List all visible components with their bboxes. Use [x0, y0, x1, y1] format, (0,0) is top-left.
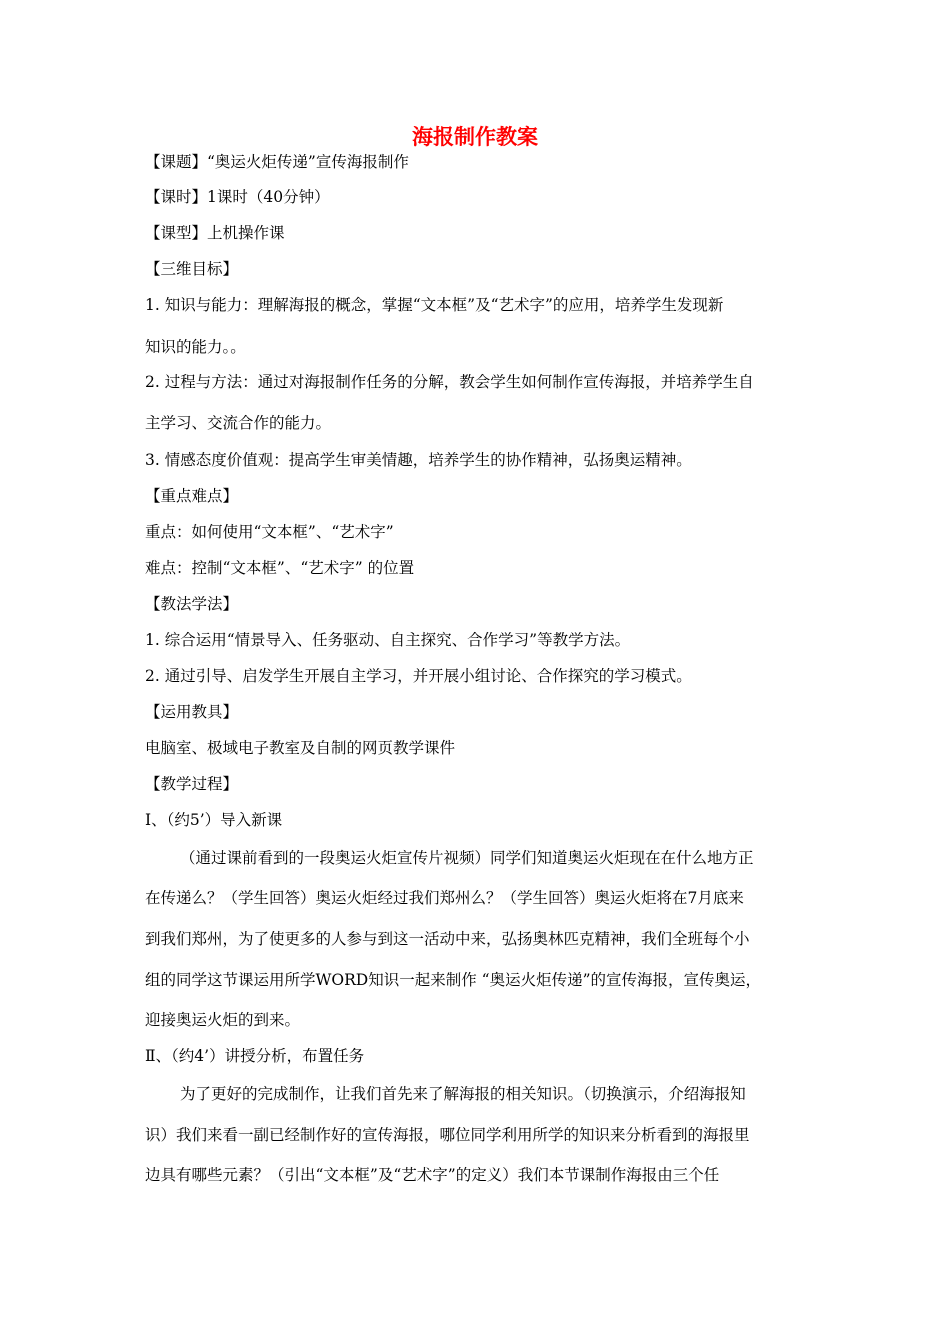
step-1-paragraph-line-3: 到我们郑州，为了使更多的人参与到这一活动中来，弘扬奥林匹克精神，我们全班每个小 — [145, 930, 750, 948]
goal-1-line-1: 1. 知识与能力：理解海报的概念，掌握“文本框”及“艺术字”的应用，培养学生发现新 — [145, 296, 724, 314]
section-heading-goals: 【三维目标】 — [145, 260, 239, 278]
step-2-paragraph-line-3: 边具有哪些元素？（引出“文本框”及“艺术字”的定义）我们本节课制作海报由三个任 — [145, 1166, 720, 1184]
lesson-topic: 【课题】“奥运火炬传递”宣传海报制作 — [145, 153, 409, 171]
section-heading-methods: 【教法学法】 — [145, 595, 239, 613]
step-1-paragraph-line-5: 迎接奥运火炬的到来。 — [145, 1011, 301, 1029]
goal-2-line-2: 主学习、交流合作的能力。 — [145, 414, 332, 432]
page-title: 海报制作教案 — [412, 124, 538, 149]
step-2-paragraph-line-2: 识）我们来看一副已经制作好的宣传海报，哪位同学利用所学的知识来分析看到的海报里 — [145, 1126, 750, 1144]
difficult-point: 难点：控制“文本框”、“艺术字” 的位置 — [145, 559, 415, 577]
step-1-paragraph-line-1: （通过课前看到的一段奥运火炬宣传片视频）同学们知道奥运火炬现在在什么地方正 — [180, 849, 754, 867]
lesson-type: 【课型】上机操作课 — [145, 224, 285, 242]
step-1-heading: Ⅰ、（约5’）导入新课 — [145, 811, 283, 829]
section-heading-process: 【教学过程】 — [145, 775, 239, 793]
section-heading-key-points: 【重点难点】 — [145, 487, 239, 505]
section-heading-tools: 【运用教具】 — [145, 703, 239, 721]
goal-3: 3. 情感态度价值观：提高学生审美情趣，培养学生的协作精神，弘扬奥运精神。 — [145, 451, 692, 469]
goal-2-line-1: 2. 过程与方法：通过对海报制作任务的分解，教会学生如何制作宣传海报，并培养学生自 — [145, 373, 754, 391]
method-2: 2. 通过引导、启发学生开展自主学习，并开展小组讨论、合作探究的学习模式。 — [145, 667, 692, 685]
method-1: 1. 综合运用“情景导入、任务驱动、自主探究、合作学习”等教学方法。 — [145, 631, 631, 649]
step-2-heading: Ⅱ、（约4’）讲授分析，布置任务 — [145, 1047, 365, 1065]
tools: 电脑室、极域电子教室及自制的网页教学课件 — [145, 739, 456, 757]
step-1-paragraph-line-2: 在传递么？（学生回答）奥运火炬经过我们郑州么？（学生回答）奥运火炬将在7月底来 — [145, 889, 744, 907]
lesson-hours: 【课时】1课时（40分钟） — [145, 188, 330, 206]
goal-1-line-2: 知识的能力。。 — [145, 338, 246, 356]
step-1-paragraph-line-4: 组的同学这节课运用所学WORD知识一起来制作 “奥运火炬传递”的宣传海报，宣传奥运， — [145, 971, 762, 989]
key-point: 重点：如何使用“文本框”、“艺术字” — [145, 523, 394, 541]
step-2-paragraph-line-1: 为了更好的完成制作，让我们首先来了解海报的相关知识。（切换演示，介绍海报知 — [180, 1085, 746, 1103]
